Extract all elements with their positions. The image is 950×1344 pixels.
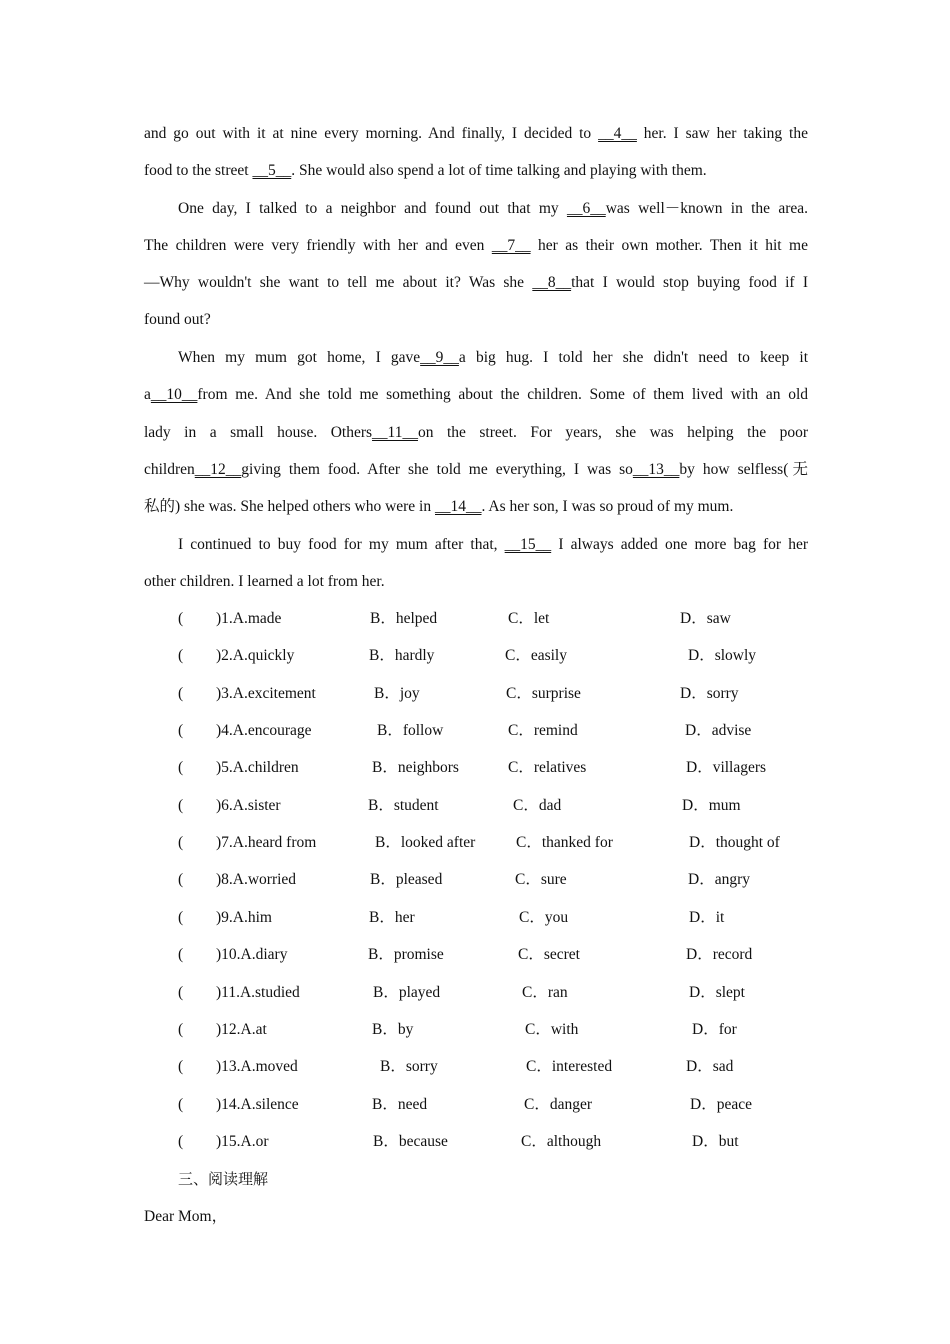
answer-paren: ( <box>178 1058 184 1075</box>
passage-text: other children. I learned a lot from her. <box>144 573 385 590</box>
option-c: C．although <box>521 1133 602 1150</box>
option-b: B．neighbors <box>372 759 459 776</box>
option-a: )2.A.quickly <box>216 647 295 664</box>
letter-salutation: Dear Mom， <box>144 1208 228 1225</box>
blank-12: __12__ <box>194 461 242 478</box>
blank-15: __15__ <box>504 536 552 553</box>
option-b: B．joy <box>374 685 420 702</box>
option-b: B．hardly <box>369 647 435 664</box>
option-row-14 <box>178 1093 818 1117</box>
option-d: D．advise <box>685 722 752 739</box>
option-a: )9.A.him <box>216 909 272 926</box>
passage-line <box>144 383 808 407</box>
passage-text: her as their own mother. Then it hit me <box>530 237 808 254</box>
section-heading: 三、阅读理解 <box>178 1170 269 1188</box>
option-row-4 <box>178 719 818 743</box>
passage-text: lady in a small house. Others <box>144 424 373 441</box>
option-c: C．with <box>525 1021 579 1038</box>
option-a: )8.A.worried <box>216 871 297 888</box>
option-d: D．angry <box>688 871 750 888</box>
option-row-15 <box>178 1130 818 1154</box>
passage-line <box>178 197 808 221</box>
option-a: )15.A.or <box>216 1133 269 1150</box>
option-b: B．by <box>372 1021 414 1038</box>
option-a: )14.A.silence <box>216 1096 299 1113</box>
option-d: D．sad <box>686 1058 734 1075</box>
blank-14: __14__ <box>435 498 482 515</box>
option-a: )3.A.excitement <box>216 685 316 702</box>
option-a: )5.A.children <box>216 759 299 776</box>
passage-line <box>144 421 808 445</box>
option-row-2 <box>178 644 818 668</box>
option-a: )1.A.made <box>216 610 282 627</box>
answer-paren: ( <box>178 797 184 814</box>
passage-line <box>144 159 808 183</box>
option-a: )6.A.sister <box>216 797 281 814</box>
answer-paren: ( <box>178 685 184 702</box>
option-d: D．villagers <box>686 759 767 776</box>
passage-text: a <box>144 386 151 403</box>
answer-paren: ( <box>178 834 184 851</box>
passage-text: on the street. For years, she was helping the poor <box>417 424 808 441</box>
option-row-3 <box>178 682 818 706</box>
option-c: C．danger <box>524 1096 593 1113</box>
option-c: C．easily <box>505 647 567 664</box>
passage-text: children <box>144 461 195 478</box>
passage-text: that I would stop buying food if I <box>571 274 809 291</box>
option-c: C．you <box>519 909 569 926</box>
passage-text: . She would also spend a lot of time talking and playing with them. <box>291 162 707 179</box>
option-c: C．let <box>508 610 550 627</box>
passage-text: One day, I talked to a neighbor and found out that my <box>178 200 567 217</box>
option-b: B．sorry <box>380 1058 438 1075</box>
option-d: D．thought of <box>689 834 780 851</box>
passage-text: and go out with it at nine every morning. And finally, I decided to <box>144 125 599 142</box>
option-d: D．mum <box>682 797 741 814</box>
answer-paren: ( <box>178 909 184 926</box>
option-d: D．but <box>692 1133 739 1150</box>
option-a: )7.A.heard from <box>216 834 317 851</box>
option-d: D．saw <box>680 610 731 627</box>
option-b: B．follow <box>377 722 444 739</box>
answer-paren: ( <box>178 647 184 664</box>
option-a: )13.A.moved <box>216 1058 298 1075</box>
option-b: B．need <box>372 1096 428 1113</box>
passage-text: by how selfless(无 <box>679 461 808 478</box>
option-c: C．dad <box>513 797 562 814</box>
answer-paren: ( <box>178 759 184 776</box>
option-row-1 <box>178 607 818 631</box>
option-row-6 <box>178 794 818 818</box>
option-b: B．pleased <box>370 871 443 888</box>
option-b: B．promise <box>368 946 444 963</box>
option-c: C．ran <box>522 984 568 1001</box>
option-b: B．helped <box>370 610 438 627</box>
option-c: C．remind <box>508 722 578 739</box>
blank-9: __9__ <box>420 349 459 366</box>
blank-13: __13__ <box>632 461 680 478</box>
passage-text: food to the street <box>144 162 253 179</box>
option-b: B．her <box>369 909 415 926</box>
passage-line <box>144 271 808 295</box>
blank-4: __4__ <box>598 125 637 142</box>
blank-7: __7__ <box>491 237 531 254</box>
option-c: C．surprise <box>506 685 581 702</box>
option-d: D．record <box>686 946 753 963</box>
passage-text: 私的) she was. She helped others who were in <box>144 498 435 515</box>
passage-text: found out? <box>144 311 211 328</box>
option-row-11 <box>178 981 818 1005</box>
passage-text: was well－known in the area. <box>605 200 808 217</box>
passage-text: her. I saw her taking the <box>636 125 808 142</box>
option-b: B．looked after <box>375 834 476 851</box>
option-c: C．thanked for <box>516 834 613 851</box>
answer-paren: ( <box>178 871 184 888</box>
option-c: C．interested <box>526 1058 613 1075</box>
blank-11: __11__ <box>372 424 418 441</box>
option-row-10 <box>178 943 818 967</box>
passage-text: —Why wouldn't she want to tell me about it? Was she <box>144 274 533 291</box>
option-b: B．because <box>373 1133 448 1150</box>
answer-paren: ( <box>178 1133 184 1150</box>
passage-line <box>144 308 808 332</box>
option-a: )4.A.encourage <box>216 722 312 739</box>
passage-text: . As her son, I was so proud of my mum. <box>481 498 734 515</box>
option-d: D．slowly <box>688 647 757 664</box>
answer-paren: ( <box>178 610 184 627</box>
answer-paren: ( <box>178 1021 184 1038</box>
option-d: D．for <box>692 1021 737 1038</box>
option-b: B．played <box>373 984 441 1001</box>
blank-5: __5__ <box>252 162 292 179</box>
passage-text: I always added one more bag for her <box>551 536 808 553</box>
passage-text: a big hug. I told her she didn't need to keep it <box>458 349 808 366</box>
option-c: C．sure <box>515 871 567 888</box>
option-c: C．relatives <box>508 759 587 776</box>
option-row-13 <box>178 1055 818 1079</box>
option-row-5 <box>178 756 818 780</box>
blank-6: __6__ <box>566 200 606 217</box>
option-b: B．student <box>368 797 439 814</box>
passage-text: When my mum got home, I gave <box>178 349 421 366</box>
passage-text: The children were very friendly with her and even <box>144 237 492 254</box>
passage-text: giving them food. After she told me everything, I was so <box>241 461 633 478</box>
answer-paren: ( <box>178 722 184 739</box>
option-row-7 <box>178 831 818 855</box>
option-d: D．peace <box>690 1096 752 1113</box>
option-d: D．it <box>689 909 725 926</box>
blank-10: __10__ <box>150 386 198 403</box>
option-a: )10.A.diary <box>216 946 288 963</box>
option-row-9 <box>178 906 818 930</box>
blank-8: __8__ <box>532 274 572 291</box>
passage-text: I continued to buy food for my mum after that, <box>178 536 505 553</box>
option-row-8 <box>178 868 818 892</box>
passage-line <box>144 495 808 519</box>
passage-line <box>144 458 808 482</box>
passage-line <box>144 234 808 258</box>
option-a: )12.A.at <box>216 1021 267 1038</box>
option-c: C．secret <box>518 946 580 963</box>
answer-paren: ( <box>178 984 184 1001</box>
passage-text: from me. And she told me something about the children. Some of them lived with an old <box>197 386 808 403</box>
passage-line <box>178 533 808 557</box>
passage-line <box>144 570 808 594</box>
option-a: )11.A.studied <box>216 984 300 1001</box>
answer-paren: ( <box>178 946 184 963</box>
option-row-12 <box>178 1018 818 1042</box>
passage-line <box>178 346 808 370</box>
passage-line <box>144 122 808 146</box>
option-d: D．sorry <box>680 685 739 702</box>
answer-paren: ( <box>178 1096 184 1113</box>
option-d: D．slept <box>689 984 745 1001</box>
